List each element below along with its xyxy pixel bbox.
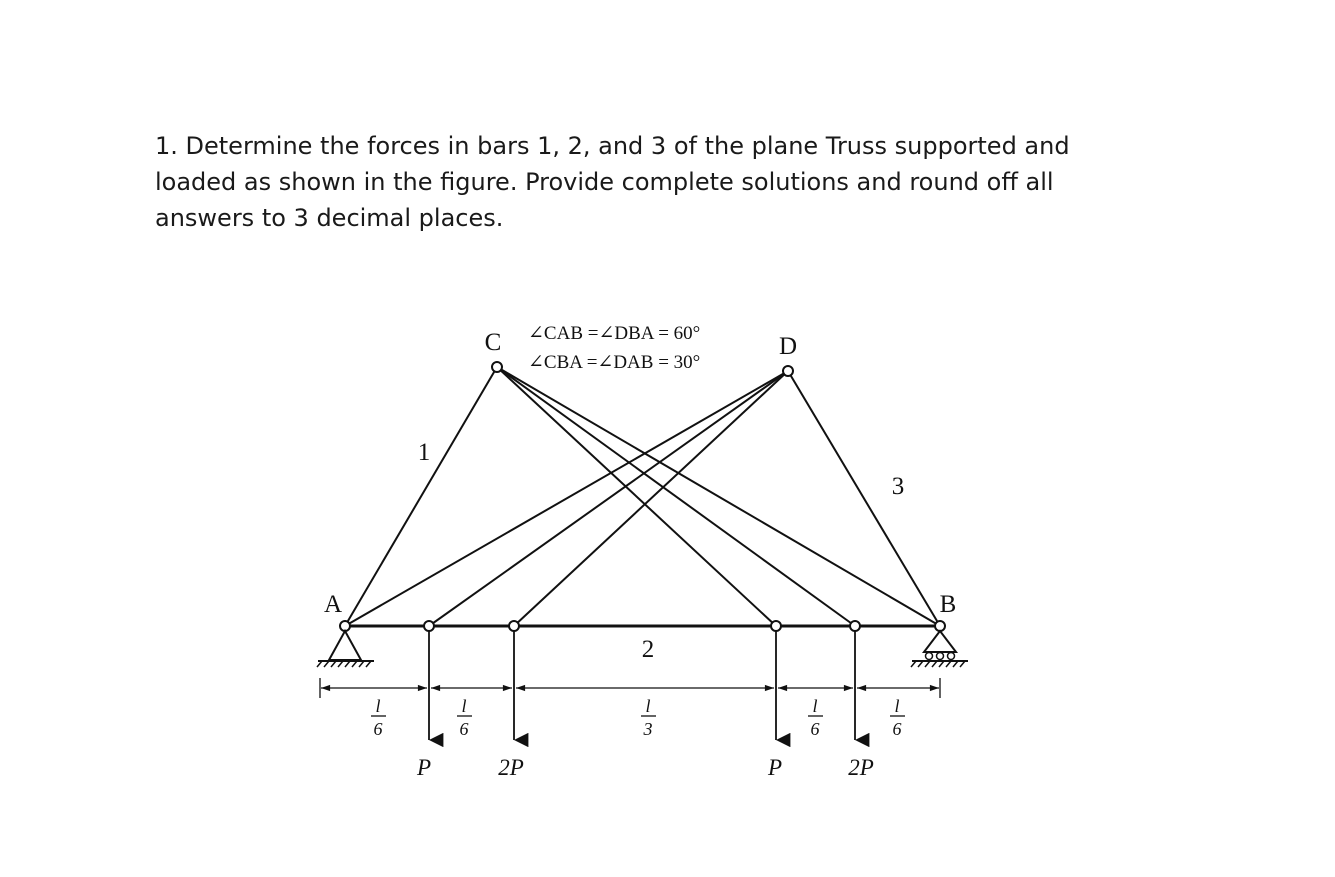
bar-3 (788, 371, 940, 626)
joint-d (783, 366, 793, 376)
load-label-p3: P (767, 755, 783, 780)
node-label-b: B (939, 591, 957, 618)
dim-2-numerator: l (461, 696, 467, 716)
dim-2-denominator: 6 (459, 719, 469, 739)
joint-g (424, 621, 434, 631)
joint-h (509, 621, 519, 631)
angle-note-line-1: ∠CAB =∠DBA = 60° (528, 323, 701, 344)
pin-support-a (317, 631, 374, 667)
bar-c-b (497, 367, 940, 626)
load-label-p2: 2P (498, 755, 524, 780)
bar-c-node-e (497, 367, 776, 626)
dim-1-numerator: l (375, 696, 381, 716)
dim-3-numerator: l (645, 696, 651, 716)
joint-c (492, 362, 502, 372)
dim-4-numerator: l (812, 696, 818, 716)
angle-note-line-2: ∠CBA =∠DAB = 30° (528, 352, 701, 373)
load-label-p4: 2P (848, 755, 874, 780)
joint-e (771, 621, 781, 631)
node-label-d: D (778, 333, 798, 360)
dim-3-denominator: 3 (643, 719, 653, 739)
dim-5-numerator: l (894, 696, 900, 716)
joint-f (850, 621, 860, 631)
bar-label-3: 3 (891, 473, 905, 500)
dimension-line (320, 678, 940, 698)
dim-5-denominator: 6 (892, 719, 902, 739)
dim-1-denominator: 6 (373, 719, 383, 739)
bar-label-1: 1 (417, 439, 431, 466)
bar-1 (345, 367, 497, 626)
node-label-c: C (484, 329, 502, 356)
problem-statement: 1. Determine the forces in bars 1, 2, and 3 of the plane Truss supported and loaded as shown in the figure. Provide complete solutions and round off all answers to 3 decimal places. (155, 132, 1070, 232)
dim-4-denominator: 6 (810, 719, 820, 739)
node-label-a: A (323, 591, 343, 618)
bar-c-node-f (497, 367, 855, 626)
load-label-p1: P (416, 755, 432, 780)
roller-support-b (911, 631, 968, 667)
bar-label-2: 2 (641, 636, 655, 663)
